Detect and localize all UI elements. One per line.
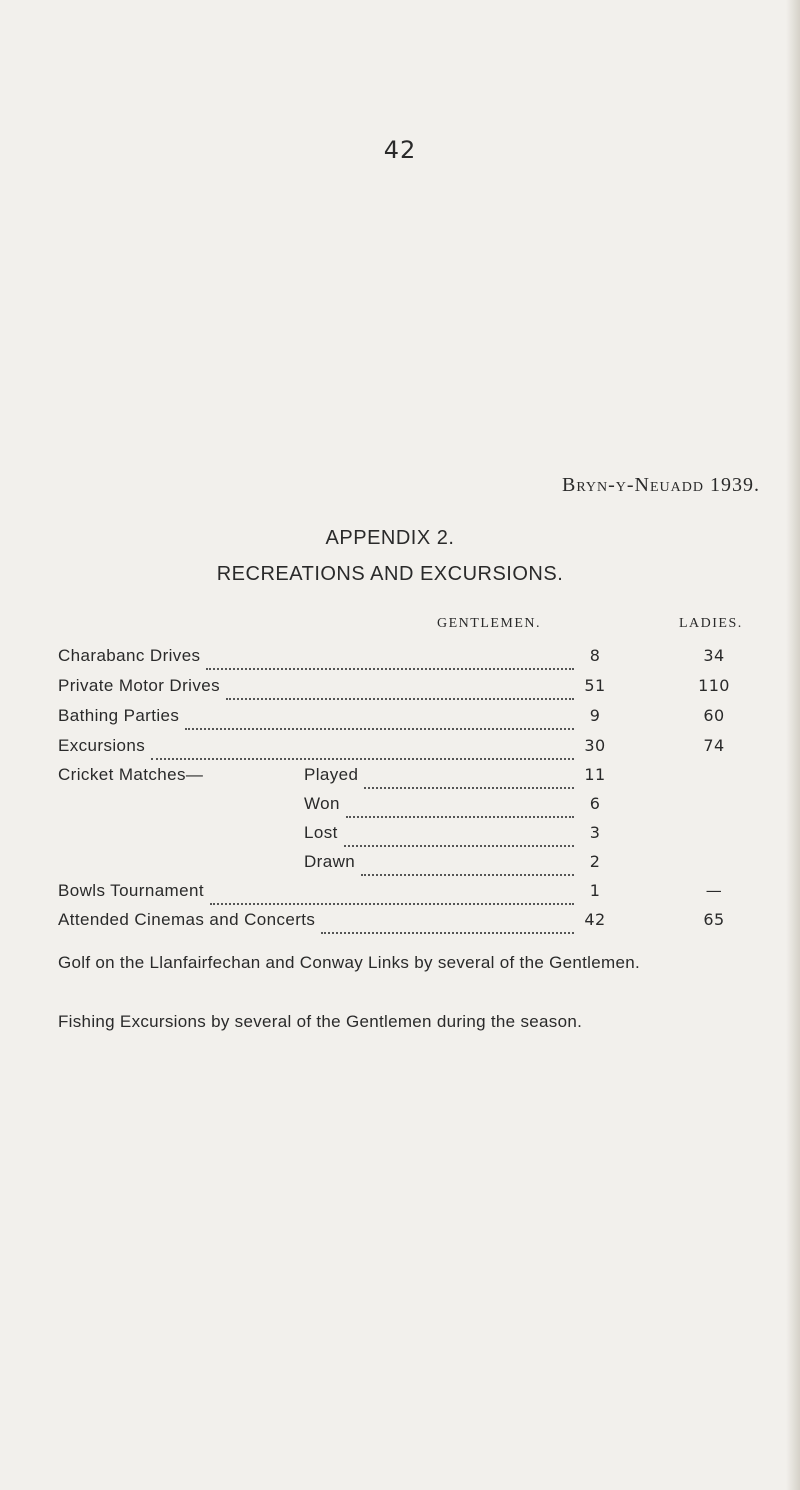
gentlemen-value: 51	[584, 676, 606, 695]
row-label: Attended Cinemas and Concerts	[58, 910, 316, 929]
gentlemen-value: 2	[589, 852, 601, 871]
row-sublabel: Played	[304, 765, 359, 784]
dot-leader	[346, 794, 574, 818]
ladies-value: 74	[703, 736, 725, 755]
gentlemen-value: 8	[589, 646, 601, 665]
dot-leader	[321, 910, 574, 934]
table-row	[58, 646, 758, 672]
table-row	[58, 794, 758, 820]
section-heading: RECREATIONS AND EXCURSIONS.	[216, 563, 564, 585]
table-row	[58, 881, 758, 907]
column-header-gentlemen: GENTLEMEN.	[437, 616, 542, 631]
fishing-note: Fishing Excursions by several of the Gentlemen during the season.	[58, 1012, 583, 1031]
page-edge-shadow	[786, 0, 800, 1490]
dot-leader	[210, 881, 574, 905]
dot-leader	[364, 765, 574, 789]
row-label: Bowls Tournament	[58, 881, 204, 900]
dot-leader	[206, 646, 574, 670]
dot-leader	[151, 736, 574, 760]
row-label: Charabanc Drives	[58, 646, 201, 665]
gentlemen-value: 3	[589, 823, 601, 842]
table-row	[58, 910, 758, 936]
dot-leader	[226, 676, 574, 700]
gentlemen-value: 30	[584, 736, 606, 755]
gentlemen-value: 9	[589, 706, 601, 725]
dot-leader	[344, 823, 574, 847]
ladies-value: —	[705, 881, 723, 900]
table-row	[58, 736, 758, 762]
appendix-title: APPENDIX 2.	[325, 527, 455, 549]
table-row	[58, 706, 758, 732]
table-row	[58, 765, 758, 791]
ladies-value: 34	[703, 646, 725, 665]
table-row	[58, 823, 758, 849]
gentlemen-value: 1	[589, 881, 601, 900]
ladies-value: 60	[703, 706, 725, 725]
row-sublabel: Won	[304, 794, 340, 813]
ladies-value: 110	[698, 676, 730, 695]
table-row	[58, 852, 758, 878]
ladies-value: 65	[703, 910, 725, 929]
row-sublabel: Lost	[304, 823, 338, 842]
row-label: Bathing Parties	[58, 706, 180, 725]
gentlemen-value: 42	[584, 910, 606, 929]
golf-note: Golf on the Llanfairfechan and Conway Links by several of the Gentlemen.	[58, 953, 640, 972]
gentlemen-value: 6	[589, 794, 601, 813]
dot-leader	[185, 706, 574, 730]
column-header-ladies: LADIES.	[679, 616, 743, 631]
row-label: Cricket Matches—	[58, 765, 204, 784]
institution-year: Bryn-y-Neuadd 1939.	[562, 474, 760, 496]
gentlemen-value: 11	[584, 765, 606, 784]
page-number: 42	[383, 136, 417, 164]
row-label: Excursions	[58, 736, 146, 755]
table-row	[58, 676, 758, 702]
row-sublabel: Drawn	[304, 852, 356, 871]
row-label: Private Motor Drives	[58, 676, 220, 695]
dot-leader	[361, 852, 574, 876]
